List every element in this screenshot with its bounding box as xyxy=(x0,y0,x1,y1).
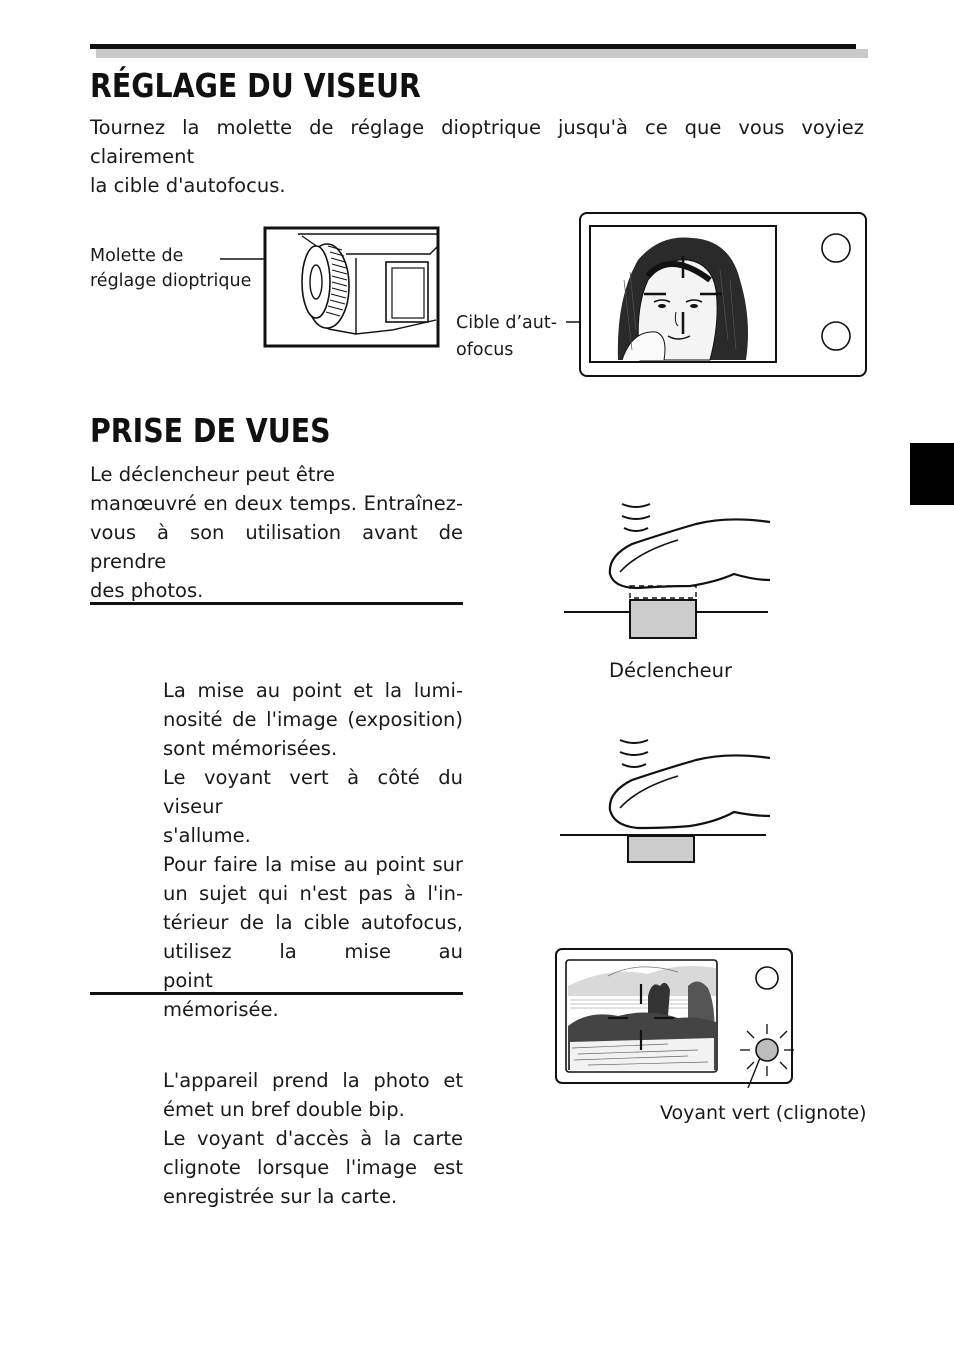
section1-intro xyxy=(90,113,864,200)
step2-line: enregistrée sur la carte. xyxy=(163,1185,398,1208)
step1-line: nosité de l'image (exposition) xyxy=(163,708,463,731)
green-lamp-icon xyxy=(756,1039,778,1061)
step1-line: un sujet qui n'est pas à l'in- xyxy=(163,882,463,905)
section1-intro-line1: Tournez la molette de réglage dioptrique jusqu'à ce que vous voyiez clairement xyxy=(90,116,864,168)
viewfinder-lamp-top xyxy=(822,234,850,262)
viewfinder-lamp-bottom xyxy=(822,322,850,350)
section2-intro-line1: Le déclencheur peut être xyxy=(90,463,336,486)
section2-intro-line2: manœuvré en deux temps. Entraînez- xyxy=(90,492,463,515)
step1-line: s'allume. xyxy=(163,824,251,847)
landscape-drawing xyxy=(568,966,716,1070)
section2-intro xyxy=(90,460,463,605)
section2-intro-line4: des photos. xyxy=(90,579,204,602)
finger-drawing xyxy=(610,519,770,588)
step1-line: mémorisée. xyxy=(163,998,279,1021)
step1-line: sont mémorisées. xyxy=(163,737,338,760)
label-green-lamp: Voyant vert (clignote) xyxy=(660,1102,867,1124)
label-af-target xyxy=(456,310,557,364)
shutter-button-full xyxy=(628,836,694,862)
section-title-shooting: PRISE DE VUES xyxy=(90,411,331,450)
half-press-illustration xyxy=(558,496,778,642)
header-rule xyxy=(90,44,856,49)
label-shutter: Déclencheur xyxy=(609,659,732,682)
step2-divider xyxy=(90,992,463,995)
section2-intro-line3: vous à son utilisation avant de prendre xyxy=(90,521,463,573)
step1-line: utilisez la mise au point xyxy=(163,940,463,992)
step2-line: clignote lorsque l'image est xyxy=(163,1156,463,1179)
pressure-marks xyxy=(620,740,648,767)
chapter-tab xyxy=(910,443,954,505)
step2-line: Le voyant d'accès à la carte xyxy=(163,1127,463,1150)
diopter-dial-illustration xyxy=(210,224,444,350)
section-title-viewfinder: RÉGLAGE DU VISEUR xyxy=(90,66,421,105)
viewfinder-illustration xyxy=(560,210,870,380)
step2-line: L'appareil prend la photo et xyxy=(163,1069,463,1092)
section1-intro-line2: la cible d'autofocus. xyxy=(90,174,286,197)
viewfinder-lamp-top xyxy=(756,967,778,989)
viewfinder-landscape-illustration xyxy=(548,946,798,1088)
step2-text xyxy=(163,1066,463,1211)
step1-line: térieur de la cible autofocus, xyxy=(163,911,463,934)
header-rule-shadow xyxy=(96,49,868,58)
label-dial-line1: Molette de xyxy=(90,246,184,266)
step1-line: Pour faire la mise au point sur xyxy=(163,853,463,876)
pressure-marks xyxy=(622,504,650,531)
label-af-target-line1: Cible d’aut- xyxy=(456,313,558,333)
step1-line: La mise au point et la lumi- xyxy=(163,679,463,702)
label-dial-line2: réglage dioptrique xyxy=(90,271,252,291)
step1-line: Le voyant vert à côté du viseur xyxy=(163,766,463,818)
label-af-target-line2: ofocus xyxy=(456,340,514,360)
step1-text xyxy=(163,676,463,1024)
step1-divider xyxy=(90,602,463,605)
full-press-illustration xyxy=(556,734,778,866)
shutter-button-half xyxy=(630,600,696,638)
step2-line: émet un bref double bip. xyxy=(163,1098,405,1121)
